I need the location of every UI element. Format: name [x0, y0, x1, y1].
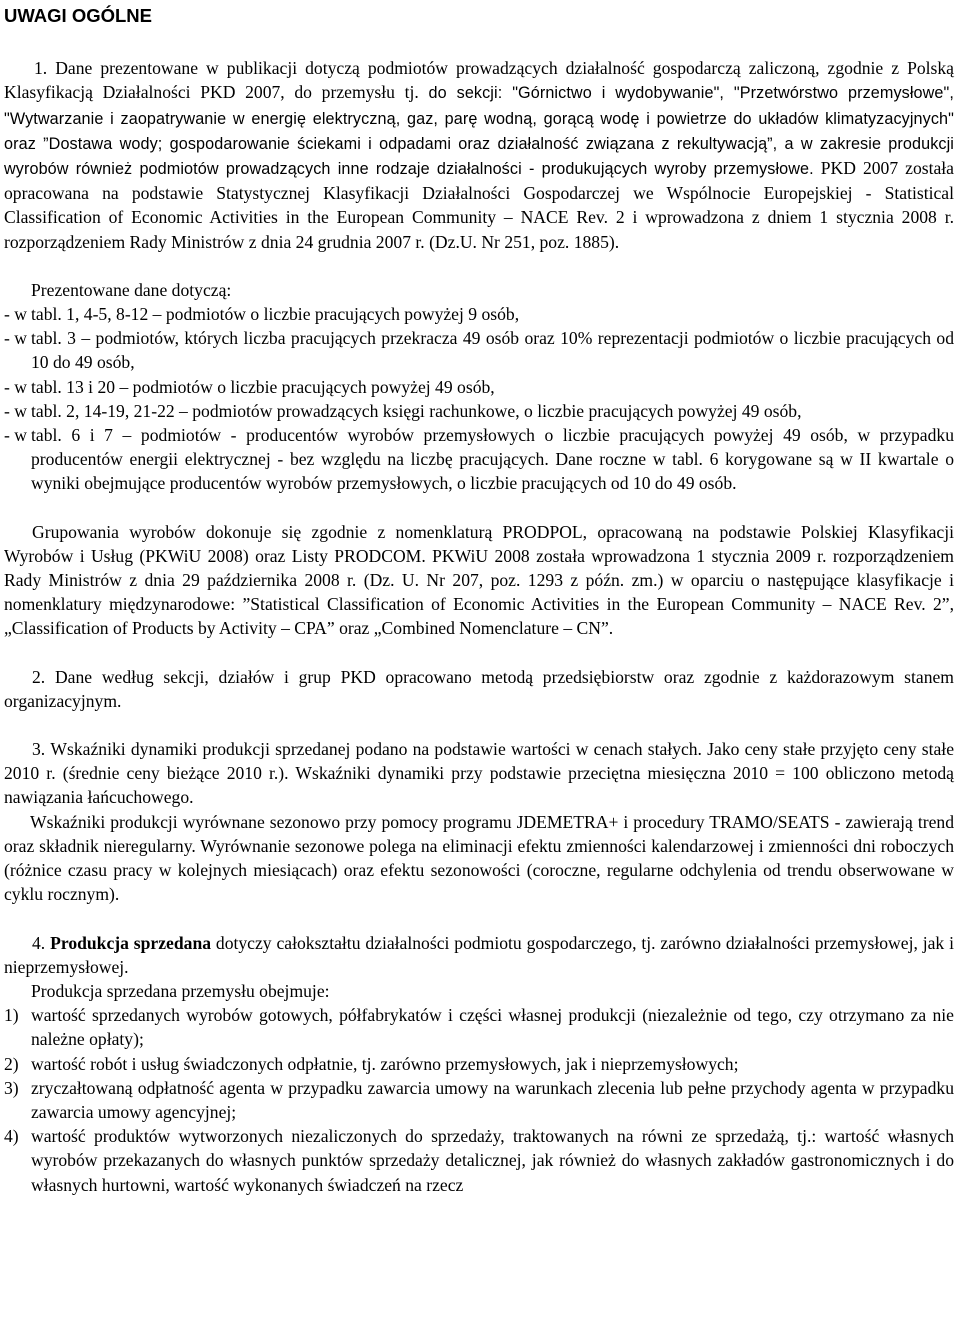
note-1-part-a: Dane prezentowane w publikacji dotyczą podmiotów prowadzących działalność gospodarczą zaliczoną, zgodnie z Polską Klasyfikacją Działalności PKD 2007, do przemysłu tj. [4, 58, 954, 103]
grouping-paragraph: Grupowania wyrobów dokonuje się zgodnie z nomenklaturą PRODPOL, opracowaną na podstawie Polskiej Klasyfikacji Wyrobów i Usług (PKWiU 2008) oraz Listy PRODCOM. PKWiU 2008 została wprowadzona 1 stycznia 2009 r. rozporządzeniem Rady Ministrów z dnia 29 października 2008 r. (Dz. U. Nr 207, poz. 1293 z późn. zm.) w oparciu o następujące klasyfikacje i nomenklatury międzynarodowe: ”Statistical Classification of Economic Activities in the European Community – NACE Rev. 2”, „Classification of Products by Activity – CPA” oraz „Combined Nomenclature – CN”. [4, 521, 954, 639]
list-item-text: tabl. 6 i 7 – podmiotów - producentów wyrobów przemysłowych o liczbie pracujących powyżej 49 osób, w przypadku producentów energii elektrycznej - bez względu na liczbę pracujących. Dane roczne w tabl. 6 korygowane są w II kwartale o wyniki obejmujące producentów wyrobów przemysłowych, o liczbie pracujących od 10 do 49 osób. [31, 425, 954, 494]
notes-body [4, 56, 960, 1197]
note-4 [4, 931, 954, 979]
list-item-mark: - w [4, 400, 27, 421]
list-item [4, 375, 954, 399]
list-item-text: tabl. 1, 4-5, 8-12 – podmiotów o liczbie pracujących powyżej 9 osób, [31, 304, 520, 325]
list-item-mark: 3) [4, 1077, 19, 1098]
list-item [4, 399, 954, 423]
data-scope-intro: Prezentowane dane dotyczą: [31, 279, 232, 300]
list-item-text: wartość sprzedanych wyrobów gotowych, półfabrykatów i części własnej produkcji (niezależnie od tego, czy otrzymano za nie należne opłaty); [31, 1005, 954, 1050]
list-item-text: tabl. 2, 14-19, 21-22 – podmiotów prowadzących księgi rachunkowe, o liczbie pracujących powyżej 49 osób, [31, 400, 802, 421]
note-4-bold-term: Produkcja sprzedana [50, 932, 212, 953]
seasonal-adjustment-paragraph: Wskaźniki produkcji wyrównane sezonowo przy pomocy programu JDEMETRA+ i procedury TRAMO/SEATS - zawierają trend oraz składnik nieregularny. Wyrównanie sezonowe polega na eliminacji efektu zmienności kalendarzowej i zmienności dni roboczych (różnice czasu pracy w kolejnych miesiącach) oraz efektu sezonowości (coroczne, regularne odchylenia od trendu obserwowane w cyklu rocznym). [4, 811, 954, 905]
list-item [4, 1076, 954, 1124]
list-item-text: tabl. 3 – podmiotów, których liczba pracujących przekracza 49 osób oraz 10% reprezentacji podmiotów o liczbie pracujących od 10 do 49 osób, [31, 328, 954, 373]
note-4-text: dotyczy całokształtu działalności podmiotu gospodarczego, tj. zarówno działalności przemysłowej, jak i nieprzemysłowej. [4, 932, 954, 977]
list-item-mark: - w [4, 376, 27, 397]
list-item-text: wartość robót i usług świadczonych odpłatnie, tj. zarówno przemysłowych, jak i nieprzemysłowych; [31, 1053, 739, 1074]
list-item-text: zryczałtowaną odpłatność agenta w przypadku zawarcia umowy na warunkach zlecenia lub pełne przychody agenta w przypadku zawarcia umowy agencyjnej; [31, 1077, 954, 1122]
note-3 [4, 737, 954, 810]
note-3-number: 3. [32, 739, 46, 760]
list-item [4, 423, 954, 496]
note-2 [4, 665, 954, 713]
list-item-text: tabl. 13 i 20 – podmiotów o liczbie pracujących powyżej 49 osób, [31, 376, 495, 397]
list-item-mark: - w [4, 304, 27, 325]
page-title: UWAGI OGÓLNE [4, 5, 152, 26]
note-2-number: 2. [32, 666, 46, 687]
sold-production-list [4, 1003, 954, 1197]
note-1-part-b: do sekcji: "Górnictwo i wydobywanie", "Przetwórstwo przemysłowe", "Wytwarzanie i zaopatrywanie w energię elektryczną, gaz, parę wodną, gorącą wodę i powietrze do układów klimatyzacyjnych" oraz ”Dostawa wody; gospodarowanie ściekami i odpadami oraz działalność związana z rekultywacją”, a w zakresie produkcji wyrobów również podmiotów prowadzących inne rodzaje działalności - produkujących wyroby przemysłowe. [4, 84, 954, 179]
data-scope-list [4, 302, 954, 496]
list-item [4, 302, 954, 326]
note-1-part-c: PKD 2007 została opracowana na podstawie Statystycznej Klasyfikacji Działalności Gospodarczej we Wspólnocie Europejskiej - Statistical Classification of Economic Activities in the European Community – NACE Rev. 2 i wprowadzona z dniem 1 stycznia 2008 r. rozporządzeniem Rady Ministrów z dnia 24 grudnia 2007 r. (Dz.U. Nr 251, poz. 1885). [4, 158, 954, 252]
note-1-intro [4, 56, 954, 254]
sold-production-intro: Produkcja sprzedana przemysłu obejmuje: [31, 980, 330, 1001]
note-1-number: 1. [34, 58, 48, 79]
list-item-mark: 1) [4, 1005, 19, 1026]
note-3-text: Wskaźniki dynamiki produkcji sprzedanej podano na podstawie wartości w cenach stałych. Jako ceny stałe przyjęto ceny stałe 2010 r. (średnie ceny bieżące 2010 r.). Wskaźniki dynamiki przy podstawie przeciętna miesięczna 2010 = 100 obliczono metodą nawiązania łańcuchowego. [4, 739, 955, 808]
list-item-mark: - w [4, 425, 27, 446]
list-item [4, 326, 954, 374]
list-item [4, 1003, 954, 1051]
list-item-mark: 2) [4, 1053, 19, 1074]
note-4-number: 4. [32, 932, 46, 953]
list-item-mark: 4) [4, 1126, 19, 1147]
list-item [4, 1124, 954, 1197]
list-item-mark: - w [4, 328, 27, 349]
list-item-text: wartość produktów wytworzonych niezaliczonych do sprzedaży, traktowanych na równi ze sprzedażą, tj.: wartość własnych wyrobów przekazanych do własnych punktów sprzedaży detalicznej, jak również do własnych zakładów gastronomicznych i do własnych hurtowni, wartość wykonanych świadczeń na rzecz [31, 1126, 954, 1195]
list-item [4, 1052, 954, 1076]
note-2-text: Dane według sekcji, działów i grup PKD opracowano metodą przedsiębiorstw oraz zgodnie z każdorazowym stanem organizacyjnym. [4, 666, 954, 711]
